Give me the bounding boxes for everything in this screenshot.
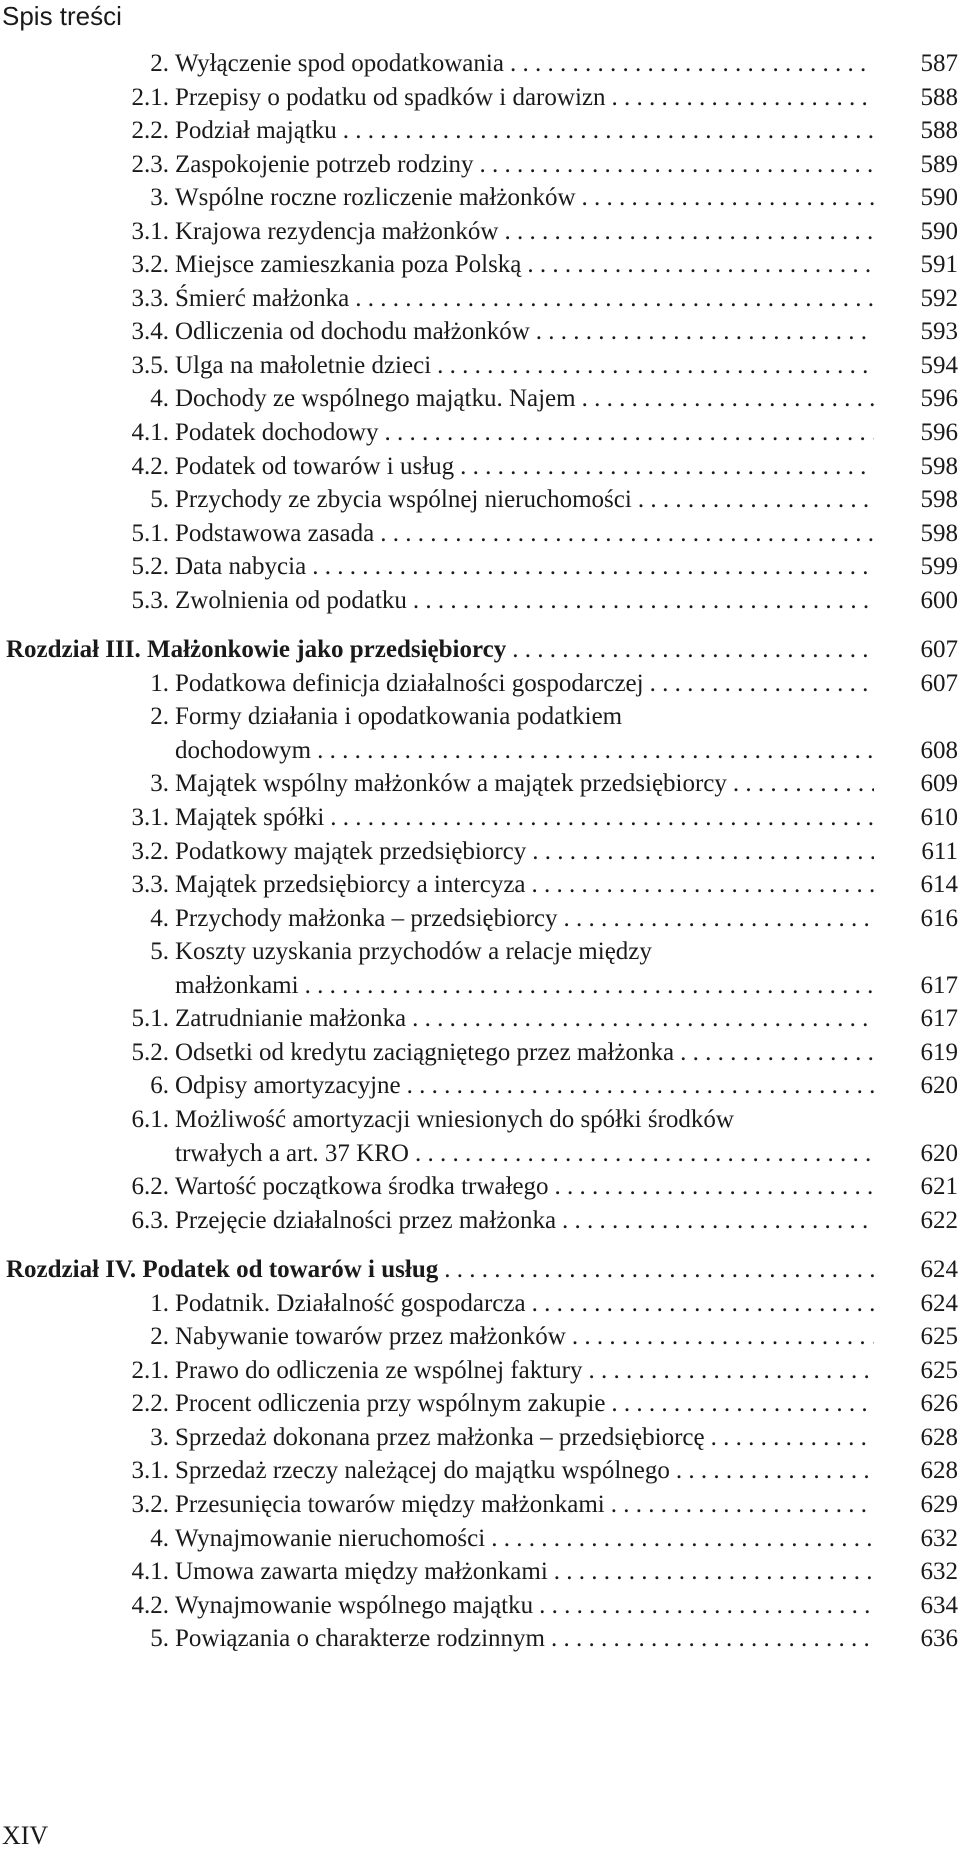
toc-leader-dots: [412, 1002, 874, 1036]
toc-entry-title: [175, 1103, 874, 1137]
toc-entry-label: Krajowa rezydencja małżonków: [175, 217, 499, 245]
toc-entry-page: 614: [920, 871, 958, 899]
toc-entry-title: [175, 835, 874, 869]
toc-entry-number: 3.: [150, 184, 169, 212]
toc-entry: [0, 148, 960, 182]
toc-entry-number: 5.3.: [131, 586, 169, 614]
toc-entry-page: 622: [920, 1206, 958, 1234]
toc-entry-label: Data nabycia: [175, 553, 307, 581]
toc-entry-label: Koszty uzyskania przychodów a relacje między: [175, 938, 652, 966]
toc-entry-label: Dochody ze wspólnego majątku. Najem: [175, 385, 576, 413]
toc-leader-dots: [480, 148, 874, 182]
toc-entry: [0, 248, 960, 282]
toc-entry-number: 6.2.: [131, 1173, 169, 1201]
toc-entry-title: [175, 1421, 874, 1455]
toc-entry-label: trwałych a art. 37 KRO: [175, 1139, 409, 1167]
toc-entry-label: Prawo do odliczenia ze wspólnej faktury: [175, 1356, 583, 1384]
toc-entry-label: Zwolnienia od podatku: [175, 586, 407, 614]
toc-entry-number: 3.5.: [131, 351, 169, 379]
page-number: XIV: [2, 1821, 49, 1850]
toc-entry-page: 590: [920, 217, 958, 245]
toc-entry-label: Przychody ze zbycia wspólnej nieruchomości: [175, 486, 632, 514]
toc-leader-dots: [539, 1589, 874, 1623]
toc-leader-dots: [611, 1387, 874, 1421]
toc-entry-page: 634: [920, 1591, 958, 1619]
toc-leader-dots: [582, 382, 874, 416]
toc-entry-number: 4.: [150, 1524, 169, 1552]
toc-leader-dots: [611, 1488, 874, 1522]
toc-entry: [0, 1454, 960, 1488]
toc-entry-label: Przesunięcia towarów między małżonkami: [175, 1490, 605, 1518]
toc-entry-title: [175, 1522, 874, 1556]
toc-entry-label: Wyłączenie spod opodatkowania: [175, 50, 504, 77]
toc-entry-label: Wspólne roczne rozliczenie małżonków: [175, 184, 576, 212]
toc-entry-label: Formy działania i opodatkowania podatkiem: [175, 703, 623, 731]
toc-entry-label: Wynajmowanie wspólnego majątku: [175, 1591, 534, 1619]
toc-entry-label: Podatek od towarów i usług: [175, 452, 455, 480]
toc-leader-dots: [638, 483, 874, 517]
toc-entry-label: Podstawowa zasada: [175, 519, 375, 547]
toc-entry-page: 593: [920, 318, 958, 346]
toc-entry-page: 616: [920, 904, 958, 932]
toc-entry-number: 3.2.: [131, 837, 169, 865]
toc-entry-number: 5.2.: [131, 553, 169, 581]
toc-entry-label: Nabywanie towarów przez małżonków: [175, 1323, 566, 1351]
toc-entry-title: [175, 1170, 874, 1204]
toc-entry-page: 626: [920, 1390, 958, 1418]
toc-entry-title: [175, 1036, 874, 1070]
toc-entry-page: 609: [920, 770, 958, 798]
toc-entry-title: [175, 868, 874, 902]
toc-entry-number: 3.1.: [131, 217, 169, 245]
toc-entry-title: [175, 767, 874, 801]
toc-entry-page: 624: [920, 1256, 958, 1284]
toc-leader-dots: [551, 1622, 874, 1656]
toc-entry: [0, 767, 960, 801]
toc-entry-title: [175, 734, 874, 768]
toc-entry: [0, 47, 960, 81]
toc-entry-title: [175, 148, 874, 182]
toc-entry-label: Wartość początkowa środka trwałego: [175, 1173, 549, 1201]
toc-entry-page: 625: [920, 1356, 958, 1384]
toc-entry-label: Możliwość amortyzacji wniesionych do spółki środków: [175, 1105, 734, 1133]
toc-entry: [0, 1488, 960, 1522]
toc-entry-page: 598: [920, 519, 958, 547]
toc-chapter-number: Rozdział IV.: [6, 1256, 137, 1284]
toc-entry-label: Wynajmowanie nieruchomości: [175, 1524, 486, 1552]
toc-entry-number: 4.: [150, 385, 169, 413]
toc-entry-title: [175, 181, 874, 215]
toc-entry-page: 632: [920, 1524, 958, 1552]
toc-entry: [0, 969, 960, 1003]
toc-entry-label: Powiązania o charakterze rodzinnym: [175, 1625, 545, 1653]
toc-entry-number: 1.: [150, 669, 169, 697]
toc-entry-number: 5.1.: [131, 1005, 169, 1033]
toc-leader-dots: [733, 767, 874, 801]
toc-leader-dots: [532, 835, 874, 869]
toc-entry-number: 1.: [150, 1289, 169, 1317]
toc-entry-title: [175, 1555, 874, 1589]
toc-entry-page: 628: [920, 1423, 958, 1451]
toc-entry-title: [175, 1287, 874, 1321]
toc-entry: [0, 1036, 960, 1070]
toc-entry-page: 610: [920, 804, 958, 832]
toc-entry-page: 624: [920, 1289, 958, 1317]
toc-entry-title: [175, 215, 874, 249]
toc-leader-dots: [532, 1287, 874, 1321]
toc-entry-number: 2.: [150, 50, 169, 77]
toc-entry: [0, 1387, 960, 1421]
toc-entry-page: 625: [920, 1323, 958, 1351]
toc-leader-dots: [343, 114, 874, 148]
toc-entry-title: [175, 47, 874, 81]
toc-entry-label: Podatkowa definicja działalności gospodarczej: [175, 669, 644, 697]
toc-entry-label: Majątek wspólny małżonków a majątek przedsiębiorcy: [175, 770, 727, 798]
toc-entry-title: [175, 935, 874, 969]
toc-entry: [0, 667, 960, 701]
toc-entry-label: Podział majątku: [175, 117, 337, 145]
toc-entry-number: 3.2.: [131, 251, 169, 279]
toc-entry-label: Zatrudnianie małżonka: [175, 1005, 407, 1033]
toc-entry-label: Podatek dochodowy: [175, 419, 379, 447]
toc-entry-page: 594: [920, 351, 958, 379]
toc-leader-dots: [564, 902, 874, 936]
toc-entry-number: 5.: [150, 486, 169, 514]
toc-entry: [0, 868, 960, 902]
toc-entry-label: Procent odliczenia przy wspólnym zakupie: [175, 1390, 606, 1418]
toc-entry-title: [6, 633, 874, 667]
toc-entry: [0, 416, 960, 450]
toc-leader-dots: [562, 1204, 874, 1238]
toc-entry-number: 2.2.: [131, 117, 169, 145]
toc-leader-dots: [555, 1170, 874, 1204]
toc-leader-dots: [384, 416, 874, 450]
toc-leader-dots: [305, 969, 874, 1003]
toc-entry-title: [175, 801, 874, 835]
toc-entry-title: [175, 1002, 874, 1036]
toc-entry-title: [175, 282, 874, 316]
toc-entry-page: 587: [920, 50, 958, 77]
toc-entry: [0, 1103, 960, 1137]
toc-leader-dots: [444, 1253, 874, 1287]
toc-entry-page: 629: [920, 1490, 958, 1518]
toc-entry-title: [175, 667, 874, 701]
toc-entry-page: 596: [920, 385, 958, 413]
toc-entry-number: 5.2.: [131, 1038, 169, 1066]
toc-entry-title: [175, 1622, 874, 1656]
toc-entry-label: Umowa zawarta między małżonkami: [175, 1558, 548, 1586]
toc-entry-label: dochodowym: [175, 736, 312, 764]
toc-entry: [0, 1622, 960, 1656]
toc-chapter-number: Rozdział III.: [6, 636, 141, 664]
toc-chapter-title: Podatek od towarów i usług: [142, 1256, 439, 1284]
toc-entry-page: 608: [920, 736, 958, 764]
toc-entry: [0, 81, 960, 115]
toc-entry-title: [175, 584, 874, 618]
toc-entry-number: 3.2.: [131, 1490, 169, 1518]
toc-leader-dots: [589, 1354, 874, 1388]
toc-entry: [0, 734, 960, 768]
toc-entry-number: 3.: [150, 1423, 169, 1451]
toc-leader-dots: [711, 1421, 874, 1455]
toc-entry: [0, 1287, 960, 1321]
toc-leader-dots: [611, 81, 874, 115]
toc-entry-number: 6.1.: [131, 1105, 169, 1133]
toc-entry-number: 6.: [150, 1072, 169, 1100]
toc-entry-title: [175, 483, 874, 517]
toc-leader-dots: [512, 633, 874, 667]
toc-entry-page: 590: [920, 184, 958, 212]
toc-leader-dots: [312, 550, 874, 584]
toc-entry: [0, 550, 960, 584]
toc-entry: [0, 1137, 960, 1171]
toc-entry: [0, 483, 960, 517]
toc-entry: [0, 1170, 960, 1204]
toc-entry: [0, 1522, 960, 1556]
toc-leader-dots: [380, 517, 874, 551]
toc-chapter-title: Małżonkowie jako przedsiębiorcy: [146, 636, 507, 664]
toc-entry-page: 620: [920, 1139, 958, 1167]
toc-entry-label: Ulga na małoletnie dzieci: [175, 351, 432, 379]
toc-entry-title: [175, 450, 874, 484]
toc-entry: [0, 1555, 960, 1589]
toc-leader-dots: [532, 868, 874, 902]
toc-entry: [0, 801, 960, 835]
toc-entry: [0, 1589, 960, 1623]
toc-entry-label: Śmierć małżonka: [175, 284, 350, 312]
toc-leader-dots: [554, 1555, 874, 1589]
toc-entry-page: 607: [920, 669, 958, 697]
toc-leader-dots: [510, 47, 874, 81]
toc-entry-number: 4.2.: [131, 452, 169, 480]
toc-entry-page: 632: [920, 1558, 958, 1586]
toc-entry-page: 621: [920, 1173, 958, 1201]
toc-leader-dots: [330, 801, 874, 835]
toc-leader-dots: [460, 450, 874, 484]
toc-entry-page: 611: [921, 837, 958, 865]
toc-entry: [0, 1421, 960, 1455]
toc-entry-number: 3.3.: [131, 284, 169, 312]
toc-entry: [0, 215, 960, 249]
toc-entry: [0, 114, 960, 148]
toc-entry-number: 2.: [150, 703, 169, 731]
toc-entry-label: Przychody małżonka – przedsiębiorcy: [175, 904, 558, 932]
toc-entry-title: [175, 1387, 874, 1421]
toc-chapter-heading: [0, 1253, 960, 1287]
table-of-contents: [0, 47, 960, 1656]
toc-leader-dots: [650, 667, 874, 701]
toc-entry-page: 588: [920, 117, 958, 145]
toc-entry-title: [175, 1204, 874, 1238]
toc-entry: [0, 282, 960, 316]
toc-entry-page: 598: [920, 486, 958, 514]
toc-entry-number: 2.3.: [131, 150, 169, 178]
toc-entry-label: Sprzedaż rzeczy należącej do majątku wspólnego: [175, 1457, 670, 1485]
toc-entry-page: 628: [920, 1457, 958, 1485]
toc-entry-number: 4.1.: [131, 1558, 169, 1586]
toc-entry-title: [175, 517, 874, 551]
toc-entry: [0, 1204, 960, 1238]
toc-entry-title: [175, 902, 874, 936]
toc-entry-label: Majątek spółki: [175, 804, 325, 832]
toc-leader-dots: [582, 181, 874, 215]
toc-entry-number: 2.1.: [131, 83, 169, 111]
toc-entry: [0, 584, 960, 618]
toc-entry-page: 636: [920, 1625, 958, 1653]
toc-leader-dots: [317, 734, 874, 768]
toc-entry: [0, 1354, 960, 1388]
toc-entry-title: [175, 114, 874, 148]
toc-entry: [0, 902, 960, 936]
toc-entry-label: Podatnik. Działalność gospodarcza: [175, 1289, 526, 1317]
toc-entry: [0, 1069, 960, 1103]
toc-entry-page: 598: [920, 452, 958, 480]
toc-entry-page: 588: [920, 83, 958, 111]
running-head: Spis treści: [2, 1, 122, 31]
toc-entry-number: 3.3.: [131, 871, 169, 899]
toc-entry-page: 617: [920, 971, 958, 999]
toc-leader-dots: [680, 1036, 874, 1070]
toc-entry: [0, 349, 960, 383]
toc-leader-dots: [355, 282, 874, 316]
toc-entry-page: 589: [920, 150, 958, 178]
toc-entry-title: [175, 315, 874, 349]
toc-entry-number: 3.4.: [131, 318, 169, 346]
toc-leader-dots: [413, 584, 874, 618]
toc-entry: [0, 835, 960, 869]
toc-entry-title: [6, 1253, 874, 1287]
toc-entry-title: [175, 1589, 874, 1623]
toc-entry-label: Odpisy amortyzacyjne: [175, 1072, 401, 1100]
toc-entry-title: [175, 1069, 874, 1103]
toc-entry-label: Majątek przedsiębiorcy a intercyza: [175, 871, 526, 899]
toc-entry-title: [175, 1137, 874, 1171]
toc-chapter-heading: [0, 633, 960, 667]
toc-entry-number: 4.: [150, 904, 169, 932]
toc-entry-label: Podatkowy majątek przedsiębiorcy: [175, 837, 527, 865]
toc-entry-title: [175, 1354, 874, 1388]
toc-leader-dots: [536, 315, 874, 349]
toc-entry-number: 5.: [150, 938, 169, 966]
toc-entry-title: [175, 382, 874, 416]
toc-leader-dots: [491, 1522, 874, 1556]
toc-entry-number: 3.1.: [131, 804, 169, 832]
toc-entry-title: [175, 248, 874, 282]
toc-entry-label: małżonkami: [175, 971, 299, 999]
toc-entry-page: 617: [920, 1005, 958, 1033]
toc-entry: [0, 382, 960, 416]
toc-entry: [0, 1002, 960, 1036]
toc-entry-page: 600: [920, 586, 958, 614]
toc-entry-number: 5.: [150, 1625, 169, 1653]
toc-entry-page: 596: [920, 419, 958, 447]
toc-entry-number: 4.2.: [131, 1591, 169, 1619]
toc-entry-title: [175, 416, 874, 450]
toc-entry: [0, 315, 960, 349]
toc-entry: [0, 700, 960, 734]
toc-entry: [0, 450, 960, 484]
toc-leader-dots: [504, 215, 874, 249]
toc-entry-number: 6.3.: [131, 1206, 169, 1234]
toc-entry-page: 591: [920, 251, 958, 279]
toc-entry-label: Zaspokojenie potrzeb rodziny: [175, 150, 474, 178]
toc-entry-label: Przepisy o podatku od spadków i darowizn: [175, 83, 606, 111]
toc-entry-page: 620: [920, 1072, 958, 1100]
toc-entry-title: [175, 81, 874, 115]
toc-entry-label: Odsetki od kredytu zaciągniętego przez małżonka: [175, 1038, 675, 1066]
toc-entry-title: [175, 1320, 874, 1354]
toc-entry-title: [175, 969, 874, 1003]
toc-entry-page: 607: [920, 636, 958, 664]
toc-entry-label: Odliczenia od dochodu małżonków: [175, 318, 530, 346]
toc-leader-dots: [676, 1454, 874, 1488]
toc-entry-label: Sprzedaż dokonana przez małżonka – przedsiębiorcę: [175, 1423, 705, 1451]
toc-entry-page: 619: [920, 1038, 958, 1066]
toc-entry: [0, 181, 960, 215]
toc-entry-title: [175, 550, 874, 584]
toc-entry-number: 5.1.: [131, 519, 169, 547]
toc-entry: [0, 1320, 960, 1354]
toc-entry-number: 4.1.: [131, 419, 169, 447]
toc-leader-dots: [415, 1137, 874, 1171]
toc-leader-dots: [407, 1069, 874, 1103]
toc-entry-number: 2.2.: [131, 1390, 169, 1418]
toc-entry-number: 2.: [150, 1323, 169, 1351]
toc-entry-label: Przejęcie działalności przez małżonka: [175, 1206, 557, 1234]
toc-entry-title: [175, 1488, 874, 1522]
toc-leader-dots: [437, 349, 874, 383]
toc-leader-dots: [527, 248, 874, 282]
toc-entry-label: Miejsce zamieszkania poza Polską: [175, 251, 522, 279]
toc-entry: [0, 517, 960, 551]
toc-entry-title: [175, 1454, 874, 1488]
toc-entry-number: 3.: [150, 770, 169, 798]
toc-leader-dots: [572, 1320, 874, 1354]
toc-entry-page: 592: [920, 284, 958, 312]
toc-entry-number: 2.1.: [131, 1356, 169, 1384]
toc-entry-page: 599: [920, 553, 958, 581]
toc-entry-title: [175, 700, 874, 734]
toc-entry-title: [175, 349, 874, 383]
toc-entry-number: 3.1.: [131, 1457, 169, 1485]
toc-entry: [0, 935, 960, 969]
